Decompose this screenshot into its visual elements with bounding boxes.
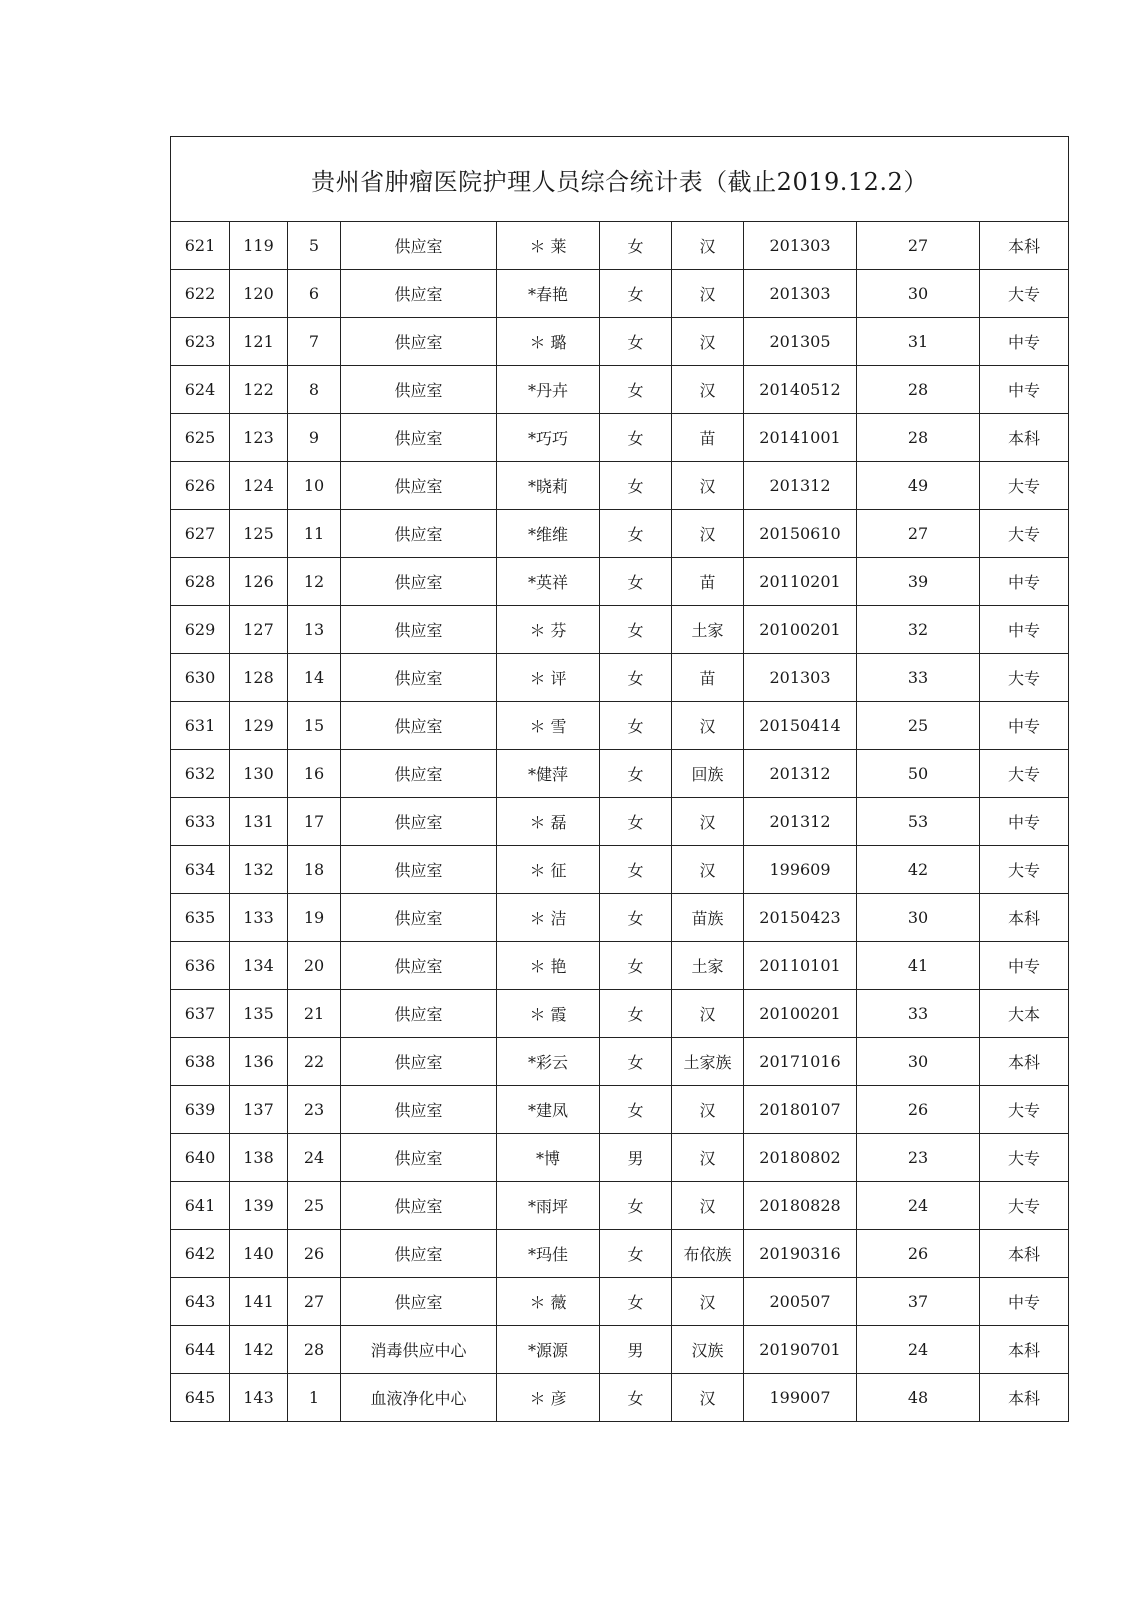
start-date-cell: 201305 xyxy=(744,318,857,366)
dept-index-cell: 28 xyxy=(288,1326,341,1374)
department-cell: 供应室 xyxy=(341,222,497,270)
age-cell: 30 xyxy=(857,894,980,942)
education-cell: 大专 xyxy=(980,846,1069,894)
dept-index-cell: 22 xyxy=(288,1038,341,1086)
sub-index-cell: 124 xyxy=(230,462,288,510)
name-cell: *丹卉 xyxy=(497,366,600,414)
department-cell: 供应室 xyxy=(341,942,497,990)
name-cell: *建凤 xyxy=(497,1086,600,1134)
education-cell: 中专 xyxy=(980,1278,1069,1326)
start-date-cell: 201312 xyxy=(744,798,857,846)
name-cell: *英祥 xyxy=(497,558,600,606)
education-cell: 中专 xyxy=(980,366,1069,414)
sub-index-cell: 136 xyxy=(230,1038,288,1086)
row-index-cell: 629 xyxy=(171,606,230,654)
start-date-cell: 201312 xyxy=(744,750,857,798)
education-cell: 中专 xyxy=(980,942,1069,990)
education-cell: 大专 xyxy=(980,270,1069,318)
ethnicity-cell: 汉 xyxy=(672,510,744,558)
row-index-cell: 634 xyxy=(171,846,230,894)
ethnicity-cell: 汉 xyxy=(672,366,744,414)
row-index-cell: 644 xyxy=(171,1326,230,1374)
row-index-cell: 628 xyxy=(171,558,230,606)
start-date-cell: 200507 xyxy=(744,1278,857,1326)
ethnicity-cell: 回族 xyxy=(672,750,744,798)
department-cell: 血液净化中心 xyxy=(341,1374,497,1422)
age-cell: 30 xyxy=(857,270,980,318)
sub-index-cell: 139 xyxy=(230,1182,288,1230)
dept-index-cell: 23 xyxy=(288,1086,341,1134)
row-index-cell: 631 xyxy=(171,702,230,750)
age-cell: 28 xyxy=(857,366,980,414)
table-body xyxy=(171,137,1069,1422)
department-cell: 供应室 xyxy=(341,606,497,654)
ethnicity-cell: 汉 xyxy=(672,462,744,510)
age-cell: 48 xyxy=(857,1374,980,1422)
age-cell: 42 xyxy=(857,846,980,894)
table-row xyxy=(171,894,1069,942)
department-cell: 消毒供应中心 xyxy=(341,1326,497,1374)
start-date-cell: 20180802 xyxy=(744,1134,857,1182)
start-date-cell: 20180107 xyxy=(744,1086,857,1134)
ethnicity-cell: 汉 xyxy=(672,318,744,366)
staff-statistics-table xyxy=(170,136,1069,1422)
table-row xyxy=(171,318,1069,366)
gender-cell: 女 xyxy=(600,702,672,750)
ethnicity-cell: 汉 xyxy=(672,1278,744,1326)
age-cell: 41 xyxy=(857,942,980,990)
sub-index-cell: 137 xyxy=(230,1086,288,1134)
table-row xyxy=(171,1182,1069,1230)
dept-index-cell: 14 xyxy=(288,654,341,702)
start-date-cell: 20150610 xyxy=(744,510,857,558)
dept-index-cell: 6 xyxy=(288,270,341,318)
name-cell: ＊ 评 xyxy=(497,654,600,702)
ethnicity-cell: 汉族 xyxy=(672,1326,744,1374)
sub-index-cell: 120 xyxy=(230,270,288,318)
table-row xyxy=(171,1230,1069,1278)
gender-cell: 女 xyxy=(600,1038,672,1086)
ethnicity-cell: 苗 xyxy=(672,558,744,606)
department-cell: 供应室 xyxy=(341,846,497,894)
table-row xyxy=(171,1038,1069,1086)
ethnicity-cell: 汉 xyxy=(672,798,744,846)
start-date-cell: 201303 xyxy=(744,222,857,270)
start-date-cell: 20100201 xyxy=(744,990,857,1038)
education-cell: 中专 xyxy=(980,798,1069,846)
age-cell: 49 xyxy=(857,462,980,510)
table-row xyxy=(171,510,1069,558)
gender-cell: 女 xyxy=(600,750,672,798)
education-cell: 本科 xyxy=(980,414,1069,462)
table-row xyxy=(171,222,1069,270)
department-cell: 供应室 xyxy=(341,510,497,558)
age-cell: 39 xyxy=(857,558,980,606)
gender-cell: 男 xyxy=(600,1134,672,1182)
ethnicity-cell: 汉 xyxy=(672,846,744,894)
name-cell: ＊ 芬 xyxy=(497,606,600,654)
start-date-cell: 199007 xyxy=(744,1374,857,1422)
age-cell: 26 xyxy=(857,1086,980,1134)
name-cell: ＊ 征 xyxy=(497,846,600,894)
ethnicity-cell: 土家 xyxy=(672,942,744,990)
table-row xyxy=(171,798,1069,846)
department-cell: 供应室 xyxy=(341,654,497,702)
sub-index-cell: 133 xyxy=(230,894,288,942)
gender-cell: 女 xyxy=(600,990,672,1038)
education-cell: 中专 xyxy=(980,318,1069,366)
department-cell: 供应室 xyxy=(341,750,497,798)
dept-index-cell: 27 xyxy=(288,1278,341,1326)
name-cell: ＊ 霞 xyxy=(497,990,600,1038)
gender-cell: 女 xyxy=(600,894,672,942)
name-cell: ＊ 薇 xyxy=(497,1278,600,1326)
ethnicity-cell: 布依族 xyxy=(672,1230,744,1278)
sub-index-cell: 141 xyxy=(230,1278,288,1326)
education-cell: 大专 xyxy=(980,1182,1069,1230)
education-cell: 本科 xyxy=(980,1326,1069,1374)
gender-cell: 女 xyxy=(600,462,672,510)
department-cell: 供应室 xyxy=(341,366,497,414)
age-cell: 24 xyxy=(857,1182,980,1230)
education-cell: 本科 xyxy=(980,894,1069,942)
gender-cell: 女 xyxy=(600,606,672,654)
sub-index-cell: 123 xyxy=(230,414,288,462)
row-index-cell: 625 xyxy=(171,414,230,462)
row-index-cell: 645 xyxy=(171,1374,230,1422)
table-row xyxy=(171,270,1069,318)
age-cell: 30 xyxy=(857,1038,980,1086)
department-cell: 供应室 xyxy=(341,558,497,606)
age-cell: 32 xyxy=(857,606,980,654)
name-cell: ＊ 彦 xyxy=(497,1374,600,1422)
age-cell: 25 xyxy=(857,702,980,750)
name-cell: *彩云 xyxy=(497,1038,600,1086)
sub-index-cell: 132 xyxy=(230,846,288,894)
sub-index-cell: 129 xyxy=(230,702,288,750)
department-cell: 供应室 xyxy=(341,798,497,846)
table-row xyxy=(171,462,1069,510)
row-index-cell: 622 xyxy=(171,270,230,318)
sub-index-cell: 134 xyxy=(230,942,288,990)
department-cell: 供应室 xyxy=(341,1086,497,1134)
row-index-cell: 623 xyxy=(171,318,230,366)
gender-cell: 女 xyxy=(600,1182,672,1230)
name-cell: ＊ 洁 xyxy=(497,894,600,942)
table-row xyxy=(171,1086,1069,1134)
name-cell: ＊ 雪 xyxy=(497,702,600,750)
name-cell: *巧巧 xyxy=(497,414,600,462)
education-cell: 本科 xyxy=(980,1230,1069,1278)
department-cell: 供应室 xyxy=(341,414,497,462)
row-index-cell: 638 xyxy=(171,1038,230,1086)
gender-cell: 女 xyxy=(600,318,672,366)
gender-cell: 女 xyxy=(600,798,672,846)
education-cell: 本科 xyxy=(980,222,1069,270)
row-index-cell: 643 xyxy=(171,1278,230,1326)
start-date-cell: 20100201 xyxy=(744,606,857,654)
age-cell: 28 xyxy=(857,414,980,462)
start-date-cell: 20190316 xyxy=(744,1230,857,1278)
row-index-cell: 642 xyxy=(171,1230,230,1278)
ethnicity-cell: 汉 xyxy=(672,1086,744,1134)
department-cell: 供应室 xyxy=(341,990,497,1038)
age-cell: 33 xyxy=(857,990,980,1038)
department-cell: 供应室 xyxy=(341,702,497,750)
table-row xyxy=(171,990,1069,1038)
start-date-cell: 201312 xyxy=(744,462,857,510)
education-cell: 中专 xyxy=(980,702,1069,750)
name-cell: *玛佳 xyxy=(497,1230,600,1278)
education-cell: 中专 xyxy=(980,558,1069,606)
row-index-cell: 626 xyxy=(171,462,230,510)
table-row xyxy=(171,606,1069,654)
sub-index-cell: 119 xyxy=(230,222,288,270)
name-cell: *春艳 xyxy=(497,270,600,318)
gender-cell: 女 xyxy=(600,270,672,318)
start-date-cell: 20150414 xyxy=(744,702,857,750)
ethnicity-cell: 汉 xyxy=(672,270,744,318)
sub-index-cell: 135 xyxy=(230,990,288,1038)
start-date-cell: 20171016 xyxy=(744,1038,857,1086)
row-index-cell: 640 xyxy=(171,1134,230,1182)
name-cell: *晓莉 xyxy=(497,462,600,510)
start-date-cell: 20180828 xyxy=(744,1182,857,1230)
gender-cell: 女 xyxy=(600,510,672,558)
age-cell: 37 xyxy=(857,1278,980,1326)
age-cell: 24 xyxy=(857,1326,980,1374)
table-row xyxy=(171,702,1069,750)
education-cell: 大专 xyxy=(980,510,1069,558)
row-index-cell: 627 xyxy=(171,510,230,558)
department-cell: 供应室 xyxy=(341,1038,497,1086)
ethnicity-cell: 苗 xyxy=(672,414,744,462)
dept-index-cell: 16 xyxy=(288,750,341,798)
table-row xyxy=(171,1326,1069,1374)
dept-index-cell: 24 xyxy=(288,1134,341,1182)
ethnicity-cell: 汉 xyxy=(672,1374,744,1422)
education-cell: 中专 xyxy=(980,606,1069,654)
name-cell: ＊ 莱 xyxy=(497,222,600,270)
start-date-cell: 201303 xyxy=(744,654,857,702)
dept-index-cell: 15 xyxy=(288,702,341,750)
ethnicity-cell: 汉 xyxy=(672,1134,744,1182)
gender-cell: 女 xyxy=(600,1278,672,1326)
department-cell: 供应室 xyxy=(341,894,497,942)
age-cell: 50 xyxy=(857,750,980,798)
table-row xyxy=(171,654,1069,702)
name-cell: *源源 xyxy=(497,1326,600,1374)
department-cell: 供应室 xyxy=(341,1278,497,1326)
dept-index-cell: 26 xyxy=(288,1230,341,1278)
table-row xyxy=(171,942,1069,990)
ethnicity-cell: 汉 xyxy=(672,702,744,750)
dept-index-cell: 11 xyxy=(288,510,341,558)
age-cell: 31 xyxy=(857,318,980,366)
sub-index-cell: 122 xyxy=(230,366,288,414)
sub-index-cell: 130 xyxy=(230,750,288,798)
table-row xyxy=(171,414,1069,462)
sub-index-cell: 143 xyxy=(230,1374,288,1422)
age-cell: 33 xyxy=(857,654,980,702)
sub-index-cell: 128 xyxy=(230,654,288,702)
table-row xyxy=(171,750,1069,798)
sub-index-cell: 125 xyxy=(230,510,288,558)
gender-cell: 女 xyxy=(600,654,672,702)
department-cell: 供应室 xyxy=(341,1134,497,1182)
dept-index-cell: 20 xyxy=(288,942,341,990)
table-row xyxy=(171,1278,1069,1326)
gender-cell: 女 xyxy=(600,1230,672,1278)
sub-index-cell: 121 xyxy=(230,318,288,366)
education-cell: 本科 xyxy=(980,1038,1069,1086)
table-row xyxy=(171,846,1069,894)
sub-index-cell: 131 xyxy=(230,798,288,846)
department-cell: 供应室 xyxy=(341,270,497,318)
dept-index-cell: 5 xyxy=(288,222,341,270)
name-cell: *博 xyxy=(497,1134,600,1182)
row-index-cell: 636 xyxy=(171,942,230,990)
row-index-cell: 635 xyxy=(171,894,230,942)
gender-cell: 女 xyxy=(600,366,672,414)
row-index-cell: 624 xyxy=(171,366,230,414)
age-cell: 53 xyxy=(857,798,980,846)
department-cell: 供应室 xyxy=(341,318,497,366)
department-cell: 供应室 xyxy=(341,1182,497,1230)
education-cell: 大专 xyxy=(980,1086,1069,1134)
dept-index-cell: 19 xyxy=(288,894,341,942)
ethnicity-cell: 苗 xyxy=(672,654,744,702)
dept-index-cell: 8 xyxy=(288,366,341,414)
gender-cell: 女 xyxy=(600,414,672,462)
education-cell: 本科 xyxy=(980,1374,1069,1422)
row-index-cell: 632 xyxy=(171,750,230,798)
gender-cell: 女 xyxy=(600,1086,672,1134)
education-cell: 大专 xyxy=(980,654,1069,702)
dept-index-cell: 25 xyxy=(288,1182,341,1230)
table-row xyxy=(171,366,1069,414)
gender-cell: 女 xyxy=(600,558,672,606)
dept-index-cell: 10 xyxy=(288,462,341,510)
dept-index-cell: 7 xyxy=(288,318,341,366)
row-index-cell: 639 xyxy=(171,1086,230,1134)
ethnicity-cell: 汉 xyxy=(672,1182,744,1230)
table-title: 贵州省肿瘤医院护理人员综合统计表（截止2019.12.2） xyxy=(171,137,1069,222)
gender-cell: 女 xyxy=(600,1374,672,1422)
start-date-cell: 20190701 xyxy=(744,1326,857,1374)
gender-cell: 女 xyxy=(600,222,672,270)
row-index-cell: 637 xyxy=(171,990,230,1038)
education-cell: 大专 xyxy=(980,1134,1069,1182)
name-cell: *健萍 xyxy=(497,750,600,798)
start-date-cell: 20141001 xyxy=(744,414,857,462)
gender-cell: 女 xyxy=(600,846,672,894)
department-cell: 供应室 xyxy=(341,1230,497,1278)
name-cell: ＊ 艳 xyxy=(497,942,600,990)
table-row xyxy=(171,1134,1069,1182)
start-date-cell: 20110201 xyxy=(744,558,857,606)
gender-cell: 女 xyxy=(600,942,672,990)
ethnicity-cell: 土家族 xyxy=(672,1038,744,1086)
start-date-cell: 20150423 xyxy=(744,894,857,942)
education-cell: 大专 xyxy=(980,462,1069,510)
sub-index-cell: 126 xyxy=(230,558,288,606)
department-cell: 供应室 xyxy=(341,462,497,510)
age-cell: 23 xyxy=(857,1134,980,1182)
sub-index-cell: 140 xyxy=(230,1230,288,1278)
ethnicity-cell: 汉 xyxy=(672,990,744,1038)
dept-index-cell: 17 xyxy=(288,798,341,846)
row-index-cell: 633 xyxy=(171,798,230,846)
ethnicity-cell: 土家 xyxy=(672,606,744,654)
table-row xyxy=(171,1374,1069,1422)
table-row xyxy=(171,558,1069,606)
name-cell: *雨坪 xyxy=(497,1182,600,1230)
name-cell: ＊ 磊 xyxy=(497,798,600,846)
sub-index-cell: 142 xyxy=(230,1326,288,1374)
age-cell: 27 xyxy=(857,510,980,558)
start-date-cell: 199609 xyxy=(744,846,857,894)
education-cell: 大本 xyxy=(980,990,1069,1038)
age-cell: 26 xyxy=(857,1230,980,1278)
dept-index-cell: 18 xyxy=(288,846,341,894)
start-date-cell: 20110101 xyxy=(744,942,857,990)
row-index-cell: 641 xyxy=(171,1182,230,1230)
age-cell: 27 xyxy=(857,222,980,270)
dept-index-cell: 13 xyxy=(288,606,341,654)
title-row xyxy=(171,137,1069,222)
dept-index-cell: 9 xyxy=(288,414,341,462)
dept-index-cell: 21 xyxy=(288,990,341,1038)
row-index-cell: 630 xyxy=(171,654,230,702)
dept-index-cell: 12 xyxy=(288,558,341,606)
start-date-cell: 20140512 xyxy=(744,366,857,414)
ethnicity-cell: 苗族 xyxy=(672,894,744,942)
dept-index-cell: 1 xyxy=(288,1374,341,1422)
row-index-cell: 621 xyxy=(171,222,230,270)
sub-index-cell: 138 xyxy=(230,1134,288,1182)
sub-index-cell: 127 xyxy=(230,606,288,654)
gender-cell: 男 xyxy=(600,1326,672,1374)
education-cell: 大专 xyxy=(980,750,1069,798)
start-date-cell: 201303 xyxy=(744,270,857,318)
name-cell: *维维 xyxy=(497,510,600,558)
ethnicity-cell: 汉 xyxy=(672,222,744,270)
name-cell: ＊ 璐 xyxy=(497,318,600,366)
